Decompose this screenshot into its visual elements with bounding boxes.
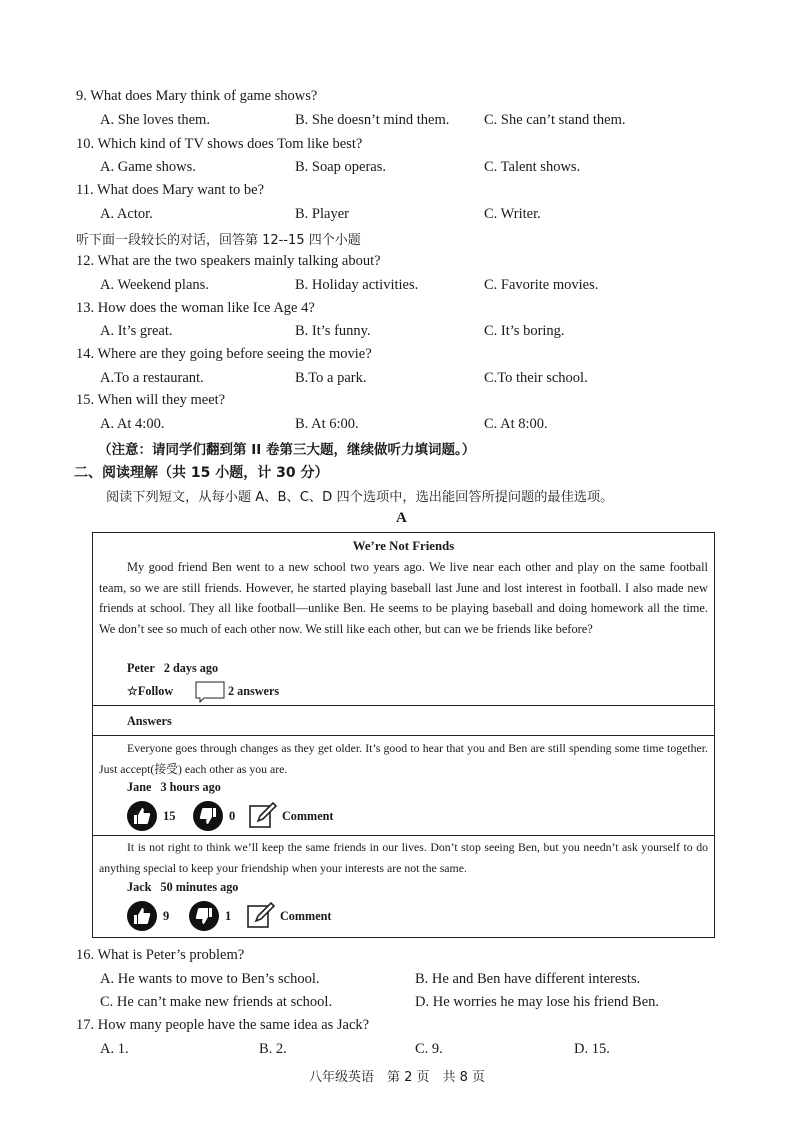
question-17: 17. How many people have the same idea as Jack? — [76, 1017, 370, 1033]
divider — [93, 705, 714, 706]
option-14c: C.To their school. — [484, 370, 588, 386]
question-13: 13. How does the woman like Ice Age 4? — [76, 300, 315, 316]
option-13c: C. It’s boring. — [484, 323, 565, 339]
question-15: 15. When will they meet? — [76, 392, 226, 408]
option-14a: A.To a restaurant. — [100, 370, 204, 386]
comment-icon[interactable] — [247, 901, 273, 927]
answer-1-likes: 15 — [163, 809, 176, 823]
forum-title: We’re Not Friends — [352, 539, 455, 553]
answer-1-comment[interactable]: Comment — [282, 809, 334, 823]
option-15c: C. At 8:00. — [484, 416, 548, 432]
option-12a: A. Weekend plans. — [100, 277, 209, 293]
option-16c: C. He can’t make new friends at school. — [100, 994, 333, 1010]
option-13a: A. It’s great. — [100, 323, 173, 339]
question-11: 11. What does Mary want to be? — [76, 182, 265, 198]
answers-count[interactable]: 2 answers — [228, 684, 280, 698]
option-17d: D. 15. — [574, 1041, 610, 1057]
answer-1-text: Everyone goes through changes as they get older. It’s good to hear that you and Ben are still spending some time together. Just accept(接受) each other as you are. — [99, 741, 708, 776]
option-12c: C. Favorite movies. — [484, 277, 599, 293]
option-10b: B. Soap operas. — [295, 159, 387, 175]
option-17b: B. 2. — [259, 1041, 287, 1057]
option-14b: B.To a park. — [295, 370, 367, 386]
option-16d: D. He worries he may lose his friend Ben. — [415, 994, 660, 1010]
post-author — [127, 661, 218, 676]
page-footer: 八年级英语 第 2 页 共 8 页 — [308, 1070, 486, 1085]
speech-bubble-icon — [195, 681, 223, 699]
forum-post: My good friend Ben went to a new school two years ago. We live near each other and play on the same football team, so we are still friends. However, he started playing baseball last June and lost interest in football. I also made new friends at school. They all like football—unlike Ben. He seems to be playing baseball and doing homework all the time. We don’t see so much of each other now. We still like each other, but can we be friends like before? — [99, 560, 708, 636]
forum-box — [92, 532, 715, 938]
divider — [93, 735, 714, 736]
option-11c: C. Writer. — [484, 206, 541, 222]
thumbs-up-icon[interactable] — [127, 801, 157, 831]
follow-button[interactable]: ☆Follow — [127, 684, 174, 698]
answer-2-comment[interactable]: Comment — [280, 909, 332, 923]
post-author-name: Peter — [127, 661, 155, 675]
answer-1-dislikes: 0 — [229, 809, 236, 823]
thumbs-down-icon[interactable] — [193, 801, 223, 831]
section-title: 二、阅读理解（共 15 小题，计 30 分） — [74, 465, 329, 481]
post-time: 2 days ago — [163, 661, 219, 675]
option-11a: A. Actor. — [100, 206, 153, 222]
option-16a: A. He wants to move to Ben’s school. — [100, 971, 320, 987]
option-16b: B. He and Ben have different interests. — [415, 971, 641, 987]
option-17a: A. 1. — [100, 1041, 129, 1057]
answer-1-author — [127, 780, 221, 795]
option-10c: C. Talent shows. — [484, 159, 581, 175]
answer-1-time: 3 hours ago — [160, 780, 221, 794]
option-13b: B. It’s funny. — [295, 323, 371, 339]
question-10: 10. Which kind of TV shows does Tom like best? — [76, 136, 363, 152]
question-16: 16. What is Peter’s problem? — [76, 947, 245, 963]
answer-2-author — [127, 880, 238, 895]
option-15b: B. At 6:00. — [295, 416, 359, 432]
option-9c: C. She can’t stand them. — [484, 112, 626, 128]
option-12b: B. Holiday activities. — [295, 277, 419, 293]
option-9a: A. She loves them. — [100, 112, 210, 128]
passage-label: A — [396, 510, 407, 526]
thumbs-up-icon[interactable] — [127, 901, 157, 931]
question-9: 9. What does Mary think of game shows? — [76, 88, 318, 104]
comment-icon[interactable] — [249, 801, 275, 827]
answers-heading: Answers — [127, 714, 172, 728]
option-10a: A. Game shows. — [100, 159, 196, 175]
divider — [93, 835, 714, 836]
section-instruction: 阅读下列短文，从每小题 A、B、C、D 四个选项中，选出能回答所提问题的最佳选项。 — [106, 490, 614, 505]
thumbs-down-icon[interactable] — [189, 901, 219, 931]
option-17c: C. 9. — [415, 1041, 443, 1057]
answer-2-author-name: Jack — [127, 880, 152, 894]
question-14: 14. Where are they going before seeing the movie? — [76, 346, 372, 362]
option-11b: B. Player — [295, 206, 349, 222]
answer-2-likes: 9 — [163, 909, 170, 923]
answer-2-text: It is not right to think we’ll keep the same friends in our lives. Don’t stop seeing Ben, but you needn’t ask yourself to do anything special to keep your friendship when your interests are not the same. — [99, 840, 708, 875]
option-15a: A. At 4:00. — [100, 416, 165, 432]
listening-instruction: 听下面一段较长的对话，回答第 12--15 四个小题 — [76, 233, 361, 248]
question-12: 12. What are the two speakers mainly talking about? — [76, 253, 381, 269]
option-9b: B. She doesn’t mind them. — [295, 112, 450, 128]
listening-note: （注意：请同学们翻到第 II 卷第三大题，继续做听力填词题。） — [98, 442, 476, 458]
answer-1-author-name: Jane — [127, 780, 152, 794]
answer-2-time: 50 minutes ago — [160, 880, 239, 894]
answer-2-dislikes: 1 — [225, 909, 232, 923]
